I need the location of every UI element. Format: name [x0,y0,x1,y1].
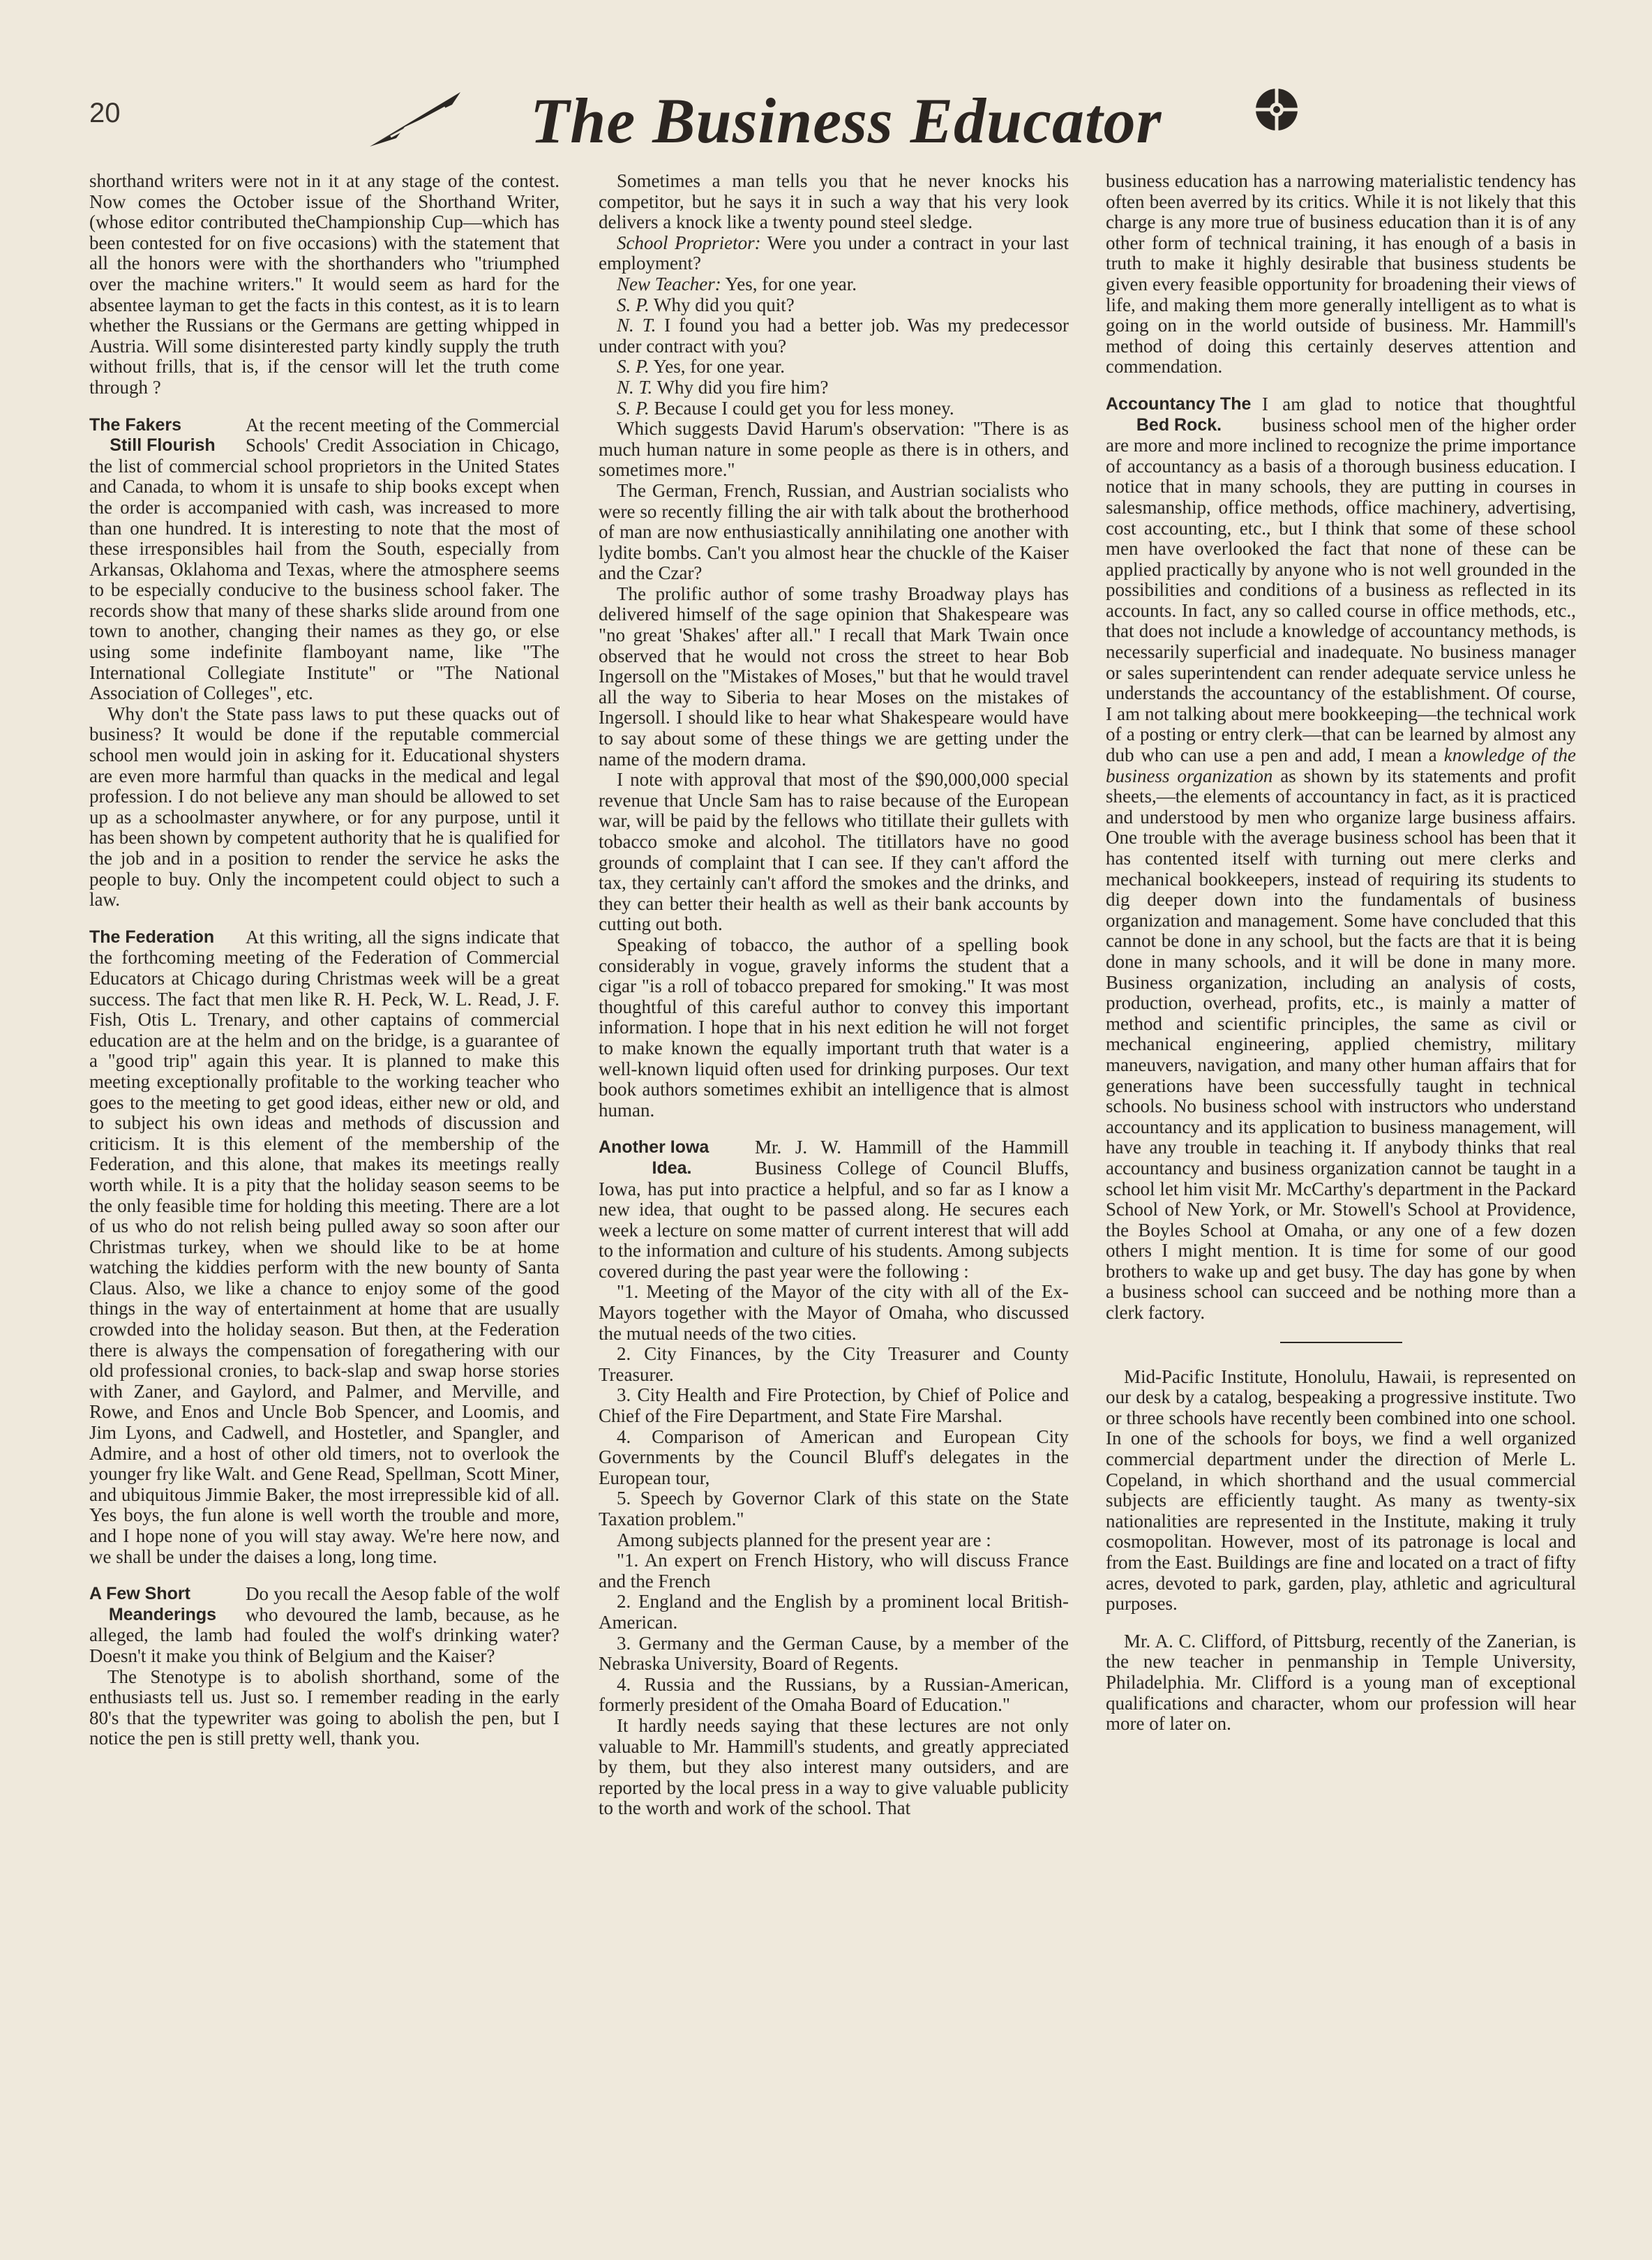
column-2 [599,171,1069,1819]
text-run: I am glad to notice that thoughtful business school men of the higher order are more and more inclined to recognize the prime importance of accountancy as a basis of a thorough business education. I notice that in many schools, they are putting in courses in salesmanship, office methods, office machinery, advertising, cost accounting, etc., but I think that some of these school men have overlooked the fact that none of these can be applied practically by anyone who is not well grounded in the possibilities and conditions of a business as reflected in its accounts. In fact, any so called course in office methods, etc., that does not include a knowledge of accountancy methods, is necessarily superficial and inadequate. No business manager or sales superintendent can render adequate service unless he understands the accountancy of the establishment. Of course, I am not talking about mere bookkeeping—the technical work of a posting or entry clerk—that can be learned by almost any dub who can use a pen and add, I mean a [1106,393,1576,766]
paragraph: business education has a narrowing materialistic tendency has often been averred by its critics. While it is not likely that this charge is any more true of business education than it is of any other form of technical training, it has enough of a basis in truth to make it highly desirable that business students be given every feasible opportunity for broadening their views of life, and making them more generally intelligent as to what is going on in the world outside of business. Mr. Hammill's method of doing this certainly deserves attention and commendation. [1106,170,1576,377]
divider [1280,1342,1402,1343]
heading-line: A Few Short [89,1584,190,1604]
emphasis: knowledge of the business organization [1106,744,1577,786]
paragraph: Sometimes a man tells you that he never knocks his competitor, but he says it in such a way that his very look delivers a knock like a twenty pound steel sledge. [599,170,1069,233]
speaker: S. P. [617,397,649,419]
dialog-line [599,295,1069,316]
quill-pen-icon [363,84,467,154]
paragraph: Speaking of tobacco, the author of a spelling book considerably in vogue, gravely informs the student that a cigar "is a roll of tobacco prepared for smoking." It was most thoughtful of this careful author to convey this important information. I hope that in his next edition he will not forget to make known the equally important truth that water is a well-known liquid often used for drinking purposes. Our text book authors sometimes exhibit an intelligence that is almost human. [599,934,1069,1121]
dialog-line [599,377,1069,398]
column-1 [89,171,560,1749]
heading-line: The Fakers [89,414,182,435]
dialog-line [599,398,1069,419]
speech: Yes, for one year. [653,356,785,377]
paragraph: Mr. A. C. Clifford, of Pittsburg, recently of the Zanerian, is the new teacher in penmanship in Temple University, Philadelphia. Mr. Clifford is a young man of exceptional qualifications and character, whom our profession will hear more of later on. [1106,1630,1576,1735]
dialog-line [599,233,1069,274]
list-item: 2. City Finances, by the City Treasurer and County Treasurer. [599,1343,1069,1385]
emblem-icon [1252,85,1301,134]
paragraph: At the recent meeting of the Commercial Schools' Credit Association in Chicago, the list of commercial school proprietors in the United States and Canada, to whom it is unsafe to ship books except when the order is accompanied with cash, was increased to more than one hundred. It is interesting to note that the most of these irresponsibles hail from the South, especially from Arkansas, Oklahoma and Texas, where the atmosphere seems to be especially conducive to the business school faker. The records show that many of these sharks slide around from one town to another, changing their names as they go, or else using some indefinite flamboyant name, like "The International Collegiate Institute" or "The National Association of Colleges", etc. [89,414,560,704]
dialog-line [599,274,1069,295]
list-item: "1. Meeting of the Mayor of the city with all of the Ex-Mayors together with the Mayor of Omaha, who discussed the mutual needs of the two cities. [599,1281,1069,1344]
speaker: N. T. [617,376,653,398]
list-item: 5. Speech by Governor Clark of this state on the State Taxation problem." [599,1488,1069,1529]
speech: Why did you fire him? [656,376,829,398]
speech: Why did you quit? [654,294,795,315]
speaker: School Proprietor: [617,232,761,253]
paragraph: Why don't the State pass laws to put these quacks out of business? It would be done if the reputable commercial school men would join in asking for it. Educational shysters are even more harmful than quacks in the medical and legal profession. I do not believe any man should be allowed to set up as a schoolmaster anywhere, or for any purpose, until it has been shown by competent authority that he is qualified for the job and in a position to render the service he asks the people to buy. Only the incompetent could object to such a law. [89,703,560,911]
section-heading [89,1584,236,1625]
paragraph: At this writing, all the signs indicate that the forthcoming meeting of the Federation of Commercial Educators at Chicago during Christmas week will be a great success. The fact that men like R. H. Peck, W. L. Read, J. F. Fish, Otis L. Trenary, and other captains of commercial education are at the helm and on the bridge, is a guarantee of a "good trip" again this year. It is planned to make this meeting exceptionally profitable to the working teacher who goes to the meeting to get good ideas, either new or old, and to subject his own ideas and methods of discussion and criticism. It is this element of the membership of the Federation, and this alone, that makes its meetings really worth while. It is a pity that the holiday season seems to be the only feasible time for holding this meeting. There are a lot of us who do not relish being pulled away so soon after our Christmas turkey, when we should like to be at home watching the kiddies perform with the new bounty of Santa Claus. Also, we like a chance to enjoy some of the good things in the way of entertainment at home that are usually crowded into the holiday season. But then, at the Federation there is always the compensation of foregathering with our old professional cronies, to back-slap and swap horse stories with Zaner, and Gaylord, and Palmer, and Merville, and Rowe, and Enos and Uncle Bob Spencer, and Loomis, and Jim Lyons, and Cadwell, and Hostetler, and Spangler, and Admire, and a host of other old timers, not to overlook the younger fry like Walt. and Gene Read, Spellman, Scott Miner, and ubiquitous Jimmie Baker, the most irrepressible kid of all. Yes boys, the fun alone is well worth the trouble and more, and I hope none of you will stay away. We're here now, and we shall be under the daises a long, long time. [89,926,560,1567]
list-item: 4. Comparison of American and European City Governments by the Council Bluff's delegates in the European tour, [599,1425,1069,1488]
paragraph: Mr. J. W. Hammill of the Hammill Business College of Council Bluffs, Iowa, has put into practice a helpful, and so far as I know a new idea, that ought to be passed along. He secures each week a lecture on some matter of current interest that will add to the information and culture of his students. Among subjects covered during the past year were the following : [599,1137,1069,1282]
page-number: 20 [89,98,121,128]
article-meanderings [89,1584,560,1749]
journal-title: The Business Educator [530,85,1162,156]
text-run: as shown by its statements and profit sheets,—the elements of accountancy in fact, as it is practiced and understood by men who organize large business affairs. One trouble with the average business school has been that it has contented itself with turning out mere clerks and mechanical bookkeepers, instead of requiring its students to dig deeper down into the fundamentals of business organization and management. Some have concluded that this cannot be done in any school, but the facts are that it is being done in many schools, and it will be done in many more. Business organization, including an analysis of costs, production, overhead, profits, etc., is mainly a matter of method and scientific principles, the same as civil or mechanical engineering, applied chemistry, military maneuvers, navigation, and many other human affairs that for generations have been successfully taught in technical schools. No business school with instructors who understand accountancy and its application to business management, will have any trouble in teaching it. If anybody thinks that real accountancy and business organization cannot be taught in a school let him visit Mr. McCarthy's department in the Packard School of New York, or Mr. Stowell's School at Providence, the Boyles School at Omaha, or any one of a few dozen others I might mention. It is time for some of our good brothers to wake up and get busy. The day has gone by when a business school can succeed and be nothing more than a clerk factory. [1106,765,1577,1324]
heading-line: Meanderings [108,1604,217,1624]
paragraph: Do you recall the Aesop fable of the wolf who devoured the lamb, because, as he alleged, the lamb had fouled the wolf's drinking water? Doesn't it make you think of Belgium and the Kaiser? [89,1583,560,1666]
list-item: 2. England and the English by a prominent local British-American. [599,1591,1069,1633]
paragraph [1106,394,1576,1324]
heading-line: Idea. [652,1158,692,1178]
article-fakers [89,415,560,911]
heading-line: Still Flourish [110,435,216,456]
heading-line: Bed Rock. [1136,414,1222,435]
dialog-line [599,357,1069,377]
paragraph: It hardly needs saying that these lectures are not only valuable to Mr. Hammill's students, and greatly appreciated by them, but they also interest many outsiders, and are reported by the local press in a way to give valuable publicity to the worth and work of the school. That [599,1714,1069,1819]
column-3 [1106,171,1576,1735]
speech: Yes, for one year. [725,273,857,294]
section-heading [89,415,236,456]
section-heading [1106,394,1252,435]
paragraph: The German, French, Russian, and Austrian socialists who were so recently filling the air with talk about the brotherhood of man are now enthusiastically annihilating one another with lydite bombs. Can't you almost hear the chuckle of the Kaiser and the Czar? [599,479,1069,584]
dialog-line [599,315,1069,357]
heading-line: Accountancy The [1106,394,1252,414]
section-heading: The Federation [89,927,215,947]
paragraph: I note with approval that most of the $90,000,000 special revenue that Uncle Sam has to raise because of the European war, will be paid by the fellows who titillate their gullets with tobacco smoke and alcohol. The titillators have no good grounds of complaint that I can see. If they can't afford the tax, they certainly can't afford the smokes and the drinks, and they can better their health as well as their bank accounts by cutting out both. [599,769,1069,935]
speech: I found you had a better job. Was my predecessor under contract with you? [599,315,1069,357]
speaker: S. P. [617,356,649,377]
section-heading [599,1137,745,1178]
list-item: "1. An expert on French History, who will discuss France and the French [599,1550,1069,1592]
article-iowa-idea [599,1137,1069,1819]
speaker: S. P. [617,294,649,315]
list-item: 4. Russia and the Russians, by a Russian-American, formerly president of the Omaha Board of Education." [599,1673,1069,1716]
paragraph: Among subjects planned for the present year are : [617,1529,991,1550]
masthead [0,84,1652,160]
paragraph: Which suggests David Harum's observation: "There is as much human nature in some people as there is in others, and sometimes more." [599,418,1069,481]
speaker: New Teacher: [617,273,721,294]
speech: Were you under a contract in your last employment? [599,232,1069,274]
speaker: N. T. [617,315,656,336]
list-item: 3. Germany and the German Cause, by a member of the Nebraska University, Board of Regents. [599,1632,1069,1675]
paragraph: The Stenotype is to abolish shorthand, some of the enthusiasts tell us. Just so. I remember reading in the early 80's that the typewriter was going to abolish the pen, but I notice the pen is still pretty well, thank you. [89,1666,560,1749]
list-item: 3. City Health and Fire Protection, by Chief of Police and Chief of the Fire Department, and State Fire Marshal. [599,1384,1069,1427]
article-accountancy [1106,394,1576,1324]
speech: Because I could get you for less money. [654,397,954,419]
article-federation [89,927,560,1567]
paragraph: The prolific author of some trashy Broadway plays has delivered himself of the sage opinion that Shakespeare was "no great 'Shakes' after all." I recall that Mark Twain once observed that he would not cross the street to hear Bob Ingersoll on the "Mistakes of Moses," but that he would travel all the way to Siberia to hear Moses on the mistakes of Ingersoll. I should like to hear what Shakespeare would have to say about some of these things we are getting under the name of the modern drama. [599,583,1069,770]
paragraph: shorthand writers were not in it at any stage of the contest. Now comes the October issue of the Shorthand Writer, (whose editor contributed theChampionship Cup—which has been contested for on five occasions) with the statement that all the honors were with the shorthanders who "triumphed over the machine writers." It would seem as hard for the absentee layman to get the facts in this contest, as it is to learn whether the Russians or the Germans are getting whipped in Austria. Will some disinterested party kindly supply the truth without frills, that is, if the censor will let the truth come through ? [89,170,560,398]
heading-line: Another Iowa [599,1137,709,1158]
paragraph: Mid-Pacific Institute, Honolulu, Hawaii, is represented on our desk by a catalog, bespeaking a progressive institute. Two or three schools have recently been combined into one school. In one of the schools for boys, we find a well organized commercial department under the direction of Merle L. Copeland, in which shorthand and the usual commercial subjects are efficiently taught. As many as twenty-six nationalities are represented in the Institute, making it truly cosmopolitan. However, most of its patronage is local and from the East. Buildings are fine and located on a tract of fifty acres, devoted to park, garden, play, athletic and agricultural purposes. [1106,1365,1576,1615]
